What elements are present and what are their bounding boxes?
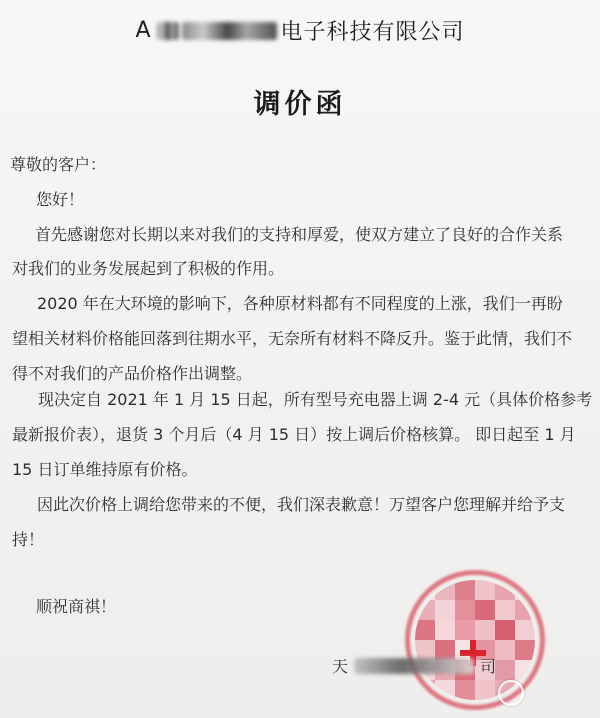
signature-company <box>332 654 496 677</box>
watermark <box>498 680 588 706</box>
paragraph-3-line-1: 现决定自 2021 年 1 月 15 日起，所有型号充电器上调 2-4 元（具体价格参考 <box>38 390 593 409</box>
paragraph-2-line-1: 2020 年在大环境的影响下，各种原材料都有不同程度的上涨，我们一再盼 <box>37 294 563 313</box>
redacted-signature <box>354 658 474 674</box>
salutation: 尊敬的客户： <box>10 155 107 174</box>
letter-title: 调价函 <box>253 89 347 120</box>
paragraph-1-line-1: 首先感谢您对长期以来对我们的支持和厚爱，使双方建立了良好的合作关系 <box>35 225 564 244</box>
redacted-company-name <box>157 22 179 40</box>
signature-end: 司 <box>480 657 497 676</box>
paragraph-2-line-2: 望相关材料价格能回落到往期水平，无奈所有材料不降反升。鉴于此情，我们不 <box>12 329 573 348</box>
signature-start: 天 <box>332 657 349 676</box>
paragraph-3-line-2: 最新报价表），退货 3 个月后（4 月 15 日）按上调后价格核算。 即日起至 1 月 <box>12 425 576 444</box>
redacted-company-name-2 <box>182 22 277 40</box>
company-name-visible: 电子科技有限公司 <box>280 20 465 45</box>
paragraph-1-line-2: 对我们的业务发展起到了积极的作用。 <box>12 259 285 278</box>
company-name-prefix: A <box>135 18 152 43</box>
greeting: 您好！ <box>36 190 85 209</box>
paragraph-2-line-3: 得不对我们的产品价格作出调整。 <box>12 364 253 383</box>
company-header <box>0 15 600 46</box>
paragraph-3-line-3: 15 日订单维持原有价格。 <box>12 460 198 479</box>
paragraph-4-line-2: 持！ <box>12 530 45 549</box>
paragraph-4-line-1: 因此次价格上调给您带来的不便，我们深表歉意！万望客户您理解并给予支 <box>37 495 566 514</box>
closing-remark: 顺祝商祺！ <box>36 597 117 616</box>
watermark-logo-icon <box>498 680 524 706</box>
